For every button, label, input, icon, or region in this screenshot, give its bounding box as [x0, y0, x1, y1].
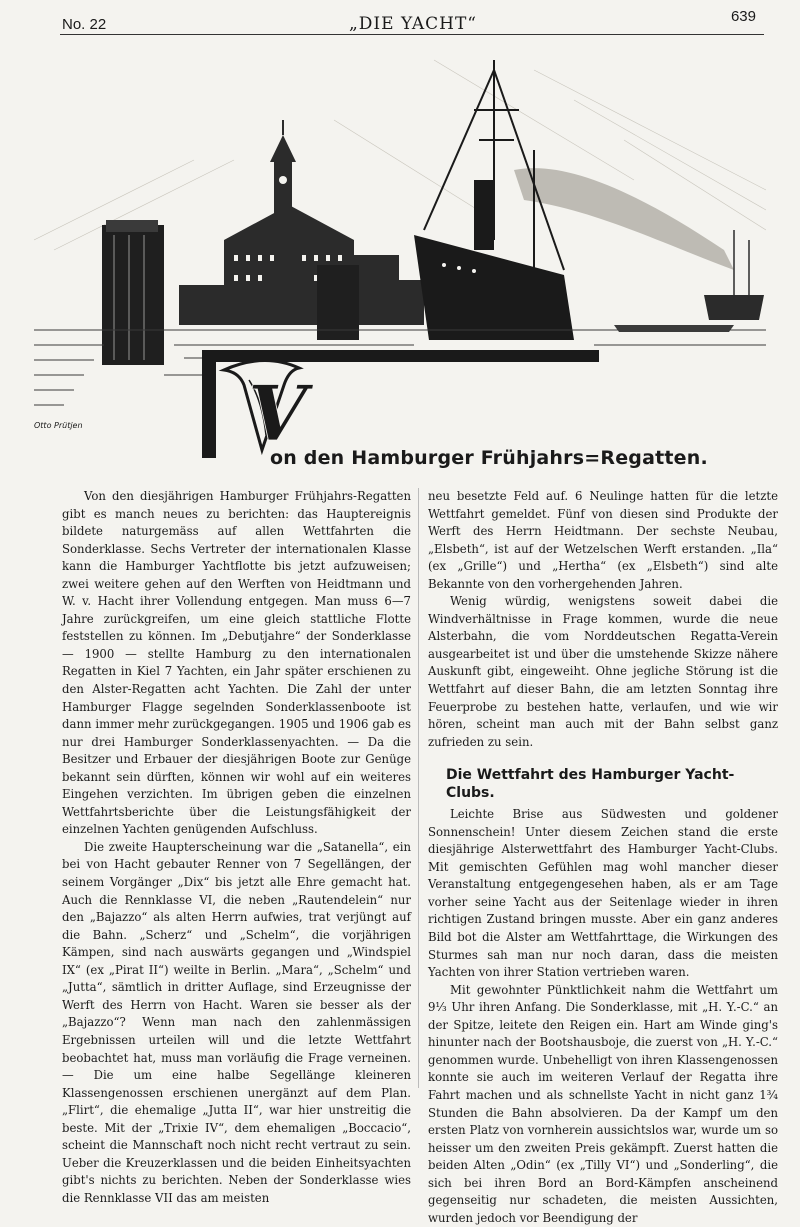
artist-signature: Otto Prütjen — [34, 421, 83, 430]
paragraph: Wenig würdig, wenigstens soweit dabei die Windverhältnisse in Frage kommen, wurde die neue Alsterbahn, die vom Norddeutschen Regatta-Verein ausgearbeitet ist und über die umstehende Skizze nähere Auskunft gibt, eingeweiht. Ohne jegliche Störung ist die Wettfahrt auf dieser Bahn, die am letzten Sonntag ihre Feuerprobe zu bestehen hatte, verlaufen, und wie wir hören, scheint man auch mit der Bahn selbst ganz zufrieden zu sein. — [428, 594, 778, 749]
paragraph: Leichte Brise aus Südwesten und goldener Sonnenschein! Unter diesem Zeichen stand die erste diesjährige Alsterwettfahrt des Hamburger Yacht-Clubs. Mit gemischten Gefühlen mag wohl mancher dieser Veranstaltung entgegengesehen haben, als er am Tage vorher seine Yacht aus der Seitenlage wieder in ihren richtigen Zustand bringen musste. Aber ein ganz anderes Bild bot die Alster am Wettfahrttage, die Wirkungen des Sturmes sah man nur noch daran, dass die meisten Yachten von ihrer Station vertrieben waren. — [428, 807, 778, 980]
subheading: Die Wettfahrt des Hamburger Yacht-Clubs. — [446, 767, 735, 802]
column-divider — [418, 488, 419, 1088]
paragraph: Von den diesjährigen Hamburger Frühjahrs-Regatten gibt es manch neues zu berichten: das Hauptereignis bildete naturgemäss auf allen Wettfahrten die Sonderklasse. Sechs Vertreter der internationalen Klasse kann die Hamburger Yachtflotte bis jetzt aufzuweisen; zwei weitere gehen auf den Werften von Heidtmann und W. v. Hacht ihrer Vollendung entgegen. Man muss 6—7 Jahre zurückgreifen, um eine gleich stattliche Flotte feststellen zu können. Im „Debutjahre“ der Sonderklasse — 1900 — stellte Hamburg zu den internationalen Regatten in Kiel 7 Yachten, ein Jahr später erschienen zu den Alster-Regatten acht Yachten. Die Zahl der unter Hamburger Flagge segelnden Sonderklassenboote ist dann immer mehr zurückgegangen. 1905 und 1906 gab es nur drei Hamburger Sonderklassenyachten. — Da die Besitzer und Erbauer der diesjährigen Boote zur Genüge bekannt sein dürften, können wir wohl auf ein weiteres Eingehen verzichten. Im übrigen geben die einzelnen Wettfahrtsberichte über die Leistungsfähigkeit der einzelnen Yachten genügenden Aufschluss. — [62, 489, 411, 837]
issue-number: No. 22 — [62, 16, 107, 33]
page-number: 639 — [730, 8, 756, 25]
paragraph: neu besetzte Feld auf. 6 Neulinge hatten für die letzte Wettfahrt gemeldet. Fünf von diesen sind Produkte der Werft des Herrn Heidtmann. Der sechste Neubau, „Elsbeth“, ist auf der Wetzelschen Werft erstanden. „Ila“ (ex „Grille“) und „Hertha“ (ex „Elsbeth“) sind alte Bekannte von den vorhergehenden Jahren. — [428, 489, 778, 591]
initial-letter: V — [248, 369, 307, 458]
article-title: on den Hamburger Frühjahrs=Regatten. — [270, 447, 708, 469]
paragraph: Mit gewohnter Pünktlichkeit nahm die Wettfahrt um 9⅓ Uhr ihren Anfang. Die Sonderklasse, mit „H. Y.-C.“ an der Spitze, leitete den Reigen ein. Hart am Winde ging's hinunter nach der Bootshausboje, die zuerst von „H. Y.-C.“ genommen wurde. Unbehelligt von ihren Klassengenossen konnte sie auch im weiteren Verlauf der Regatta ihre Fahrt machen und als schnellste Yacht in nicht ganz 1¾ Stunden die Bahn absolvieren. Da der Kampf um den ersten Platz von vornherein aussichtslos war, wurde um so heisser um den zweiten Preis gekämpft. Zuerst hatten die beiden Alten „Odin“ (ex „Tilly VI“) und „Sonderling“, die sich bei ihren Bord an Bord-Kämpfen anscheinend gegenseitig nur schadeten, die meisten Aussichten, wurden jedoch vor Beendigung der — [428, 982, 778, 1225]
harbor-illustration — [34, 40, 766, 460]
journal-title: „DIE YACHT“ — [348, 14, 477, 34]
page-header — [62, 4, 764, 34]
paragraph: Die zweite Haupterscheinung war die „Satanella“, ein bei von Hacht gebauter Renner von 7 Segellängen, der seinem Vorgänger „Dix“ bis jetzt alle Ehre gemacht hat. Auch die Rennklasse VI, die neben „Rautendelein“ nur den „Bajazzo“ als alten Herrn aufwies, trat verjüngt auf die Bahn. „Scherz“ und „Schelm“, die vorjährigen Kämpen, sind nach auswärts gegangen und „Windspiel IX“ (ex „Pirat II“) weilte in Berlin. „Mara“, „Schelm“ und „Jutta“, sämtlich in dritter Auflage, sind Erzeugnisse der Werft des Herrn von Hacht. Waren sie besser als der „Bajazzo“? Wenn man nach den zahlenmässigen Ergebnissen urteilen will und die letzte Wettfahrt beobachtet hat, muss man vorläufig die Frage verneinen. — Die um eine halbe Segellänge kleineren Klassengenossen erschienen unergänzt auf dem Plan. „Flirt“, die ehemalige „Jutta II“, war hier unstreitig die beste. Mit der „Trixie IV“, dem ehemaligen „Boccacio“, scheint die Mannschaft noch nicht recht vertraut zu sein. Ueber die Kreuzerklassen und die beiden Einheitsyachten gibt's nichts zu berichten. Neben der Sonderklasse wies die Rennklasse VII das am meisten — [62, 839, 411, 1205]
column-left — [62, 488, 411, 1207]
column-right — [428, 488, 778, 1227]
header-rule — [60, 34, 764, 35]
